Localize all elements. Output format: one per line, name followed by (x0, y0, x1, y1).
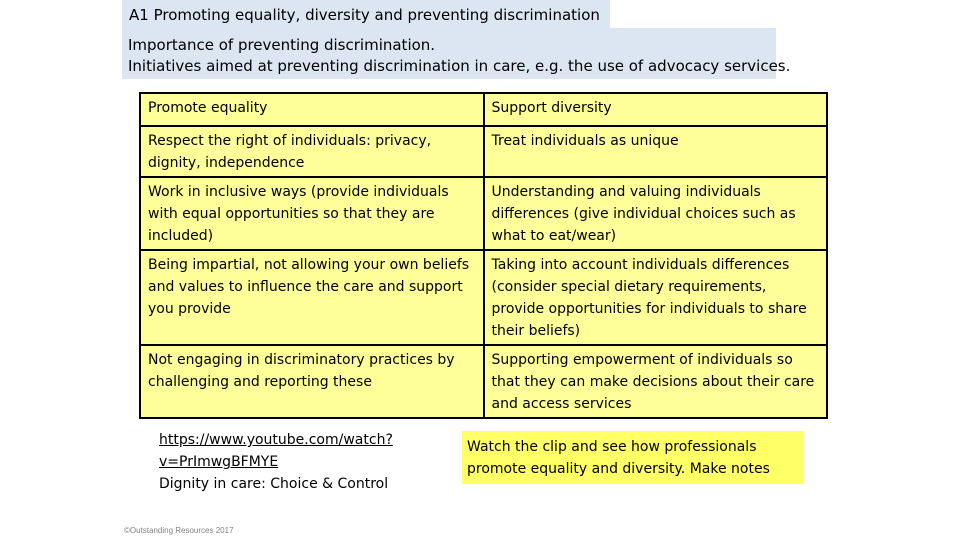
table-cell: Supporting empowerment of individuals so that they can make decisions about their care and access services (484, 345, 828, 418)
table-row (140, 345, 827, 418)
video-caption: Dignity in care: Choice & Control (159, 476, 389, 492)
page-title-text: A1 Promoting equality, diversity and preventing discrimination (129, 6, 600, 24)
table-cell: Taking into account individuals differences (consider special dietary requirements, provide opportunities for individuals to share their beliefs) (484, 250, 828, 345)
table-cell: Work in inclusive ways (provide individuals with equal opportunities so that they are included) (140, 177, 484, 250)
subtitle-line-1: Importance of preventing discrimination. (128, 36, 436, 54)
instruction-note (462, 431, 804, 484)
table-cell: Treat individuals as unique (484, 126, 828, 177)
table-row (140, 250, 827, 345)
copyright-text: ©Outstanding Resources 2017 (124, 526, 234, 535)
table-cell: Not engaging in discriminatory practices by challenging and reporting these (140, 345, 484, 418)
page-title (122, 0, 610, 29)
subtitle-box (122, 28, 791, 79)
video-link-block (159, 429, 439, 495)
table-header-row (140, 93, 827, 126)
header-support-diversity: Support diversity (484, 93, 828, 126)
table-cell: Respect the right of individuals: privacy, dignity, independence (140, 126, 484, 177)
table-row (140, 126, 827, 177)
subtitle-line-2: Initiatives aimed at preventing discrimination in care, e.g. the use of advocacy services. (128, 57, 791, 75)
table-cell: Being impartial, not allowing your own beliefs and values to influence the care and support you provide (140, 250, 484, 345)
header-promote-equality: Promote equality (140, 93, 484, 126)
equality-diversity-table (139, 92, 828, 419)
table-cell: Understanding and valuing individuals differences (give individual choices such as what to eat/wear) (484, 177, 828, 250)
table-row (140, 177, 827, 250)
youtube-link[interactable]: https://www.youtube.com/watch?v=PrImwgBFMYE (159, 432, 393, 470)
instruction-note-text: Watch the clip and see how professionals promote equality and diversity. Make notes (467, 439, 770, 477)
